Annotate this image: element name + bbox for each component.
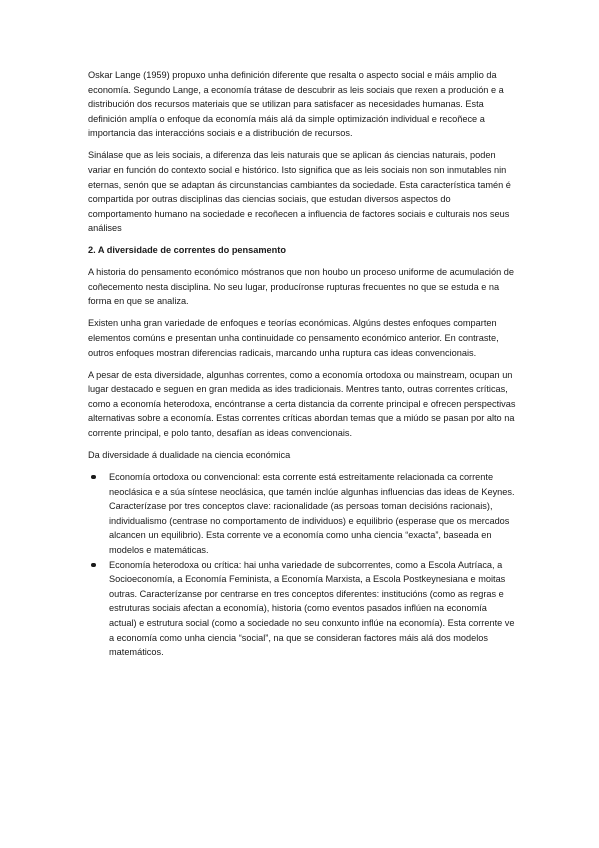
paragraph-diversity-mainstream: A pesar de esta diversidade, algunhas correntes, como a economía ortodoxa ou mainstream, ocupan un lugar destacado e seguen en gran medida as ides tradicionais. Mentres tanto, outras correntes críticas, como a economía heterodoxa, encóntranse a certa distancia da corrente principal e ofrecen perspectivas alternativas sobre a economía. Estas correntes críticas abordan temas que a miúdo se pasan por alto na corrente principal, e polo tanto, desafían as ideas convencionais. [88,369,516,439]
bullet-icon [91,475,96,480]
paragraph-lange-definition: Oskar Lange (1959) propuxo unha definición diferente que resalta o aspecto social e máis amplio da economía. Segundo Lange, a economía trátase de descubrir as leis sociais que rexen a produción e a distribución dos recursos materiais que se utilizan para satisfacer as necesidades humanas. Esta definición amplía o enfoque da economía máis alá da simple optimización individual e recoñece a importancia das interaccións sociais e a distribución de recursos. [88,70,504,139]
paragraph-diversity-duality: Da diversidade á dualidade na ciencia económica [88,450,291,460]
document-page [88,68,516,660]
list-item-text: Economía ortodoxa ou convencional: esta corrente está estreitamente relacionada ca corrente neoclásica e a súa síntese neoclásica, que tamén inclúe algunhas influencias das ideas de Keynes. Caracterízase por tres conceptos clave: racionalidade (as persoas toman decisións racionais), individualismo (centrase no comportamento de individuos) e equilibrio (esperase que os mercados alcancen un equilibrio). Esta corrente ve a economía como unha ciencia “exacta”, baseada en modelos e matemáticas. [109,471,515,555]
paragraph-variety-approaches: Existen unha gran variedade de enfoques e teorías económicas. Algúns destes enfoques comparten elementos comúns e presentan unha continuidade co pensamento económico anterior. En contraste, outros enfoques mostran diferencias radicais, marcando unha ruptura cas ideas convencionais. [88,318,499,358]
list-item [88,558,516,660]
bullet-icon [91,563,96,568]
paragraph-history-thought: A historia do pensamento económico móstranos que non houbo un proceso uniforme de acumulación de coñecemento nesta disciplina. No seu lugar, producíronse rupturas frecuentes no que se estuda e na forma en que se analiza. [88,267,514,307]
list-item-text: Economía heterodoxa ou crítica: hai unha variedade de subcorrentes, como a Escola Autríaca, a Socioeconomía, a Economía Feminista, a Economía Marxista, a Escola Postkeynesiana e moitas outras. Caracterízanse por centrarse en tres conceptos diferentes: institucións (como as regras e estruturas sociais afectan a economía), historia (como eventos pasados inflúen na economía actual) e estrutura social (como a sociedade no seu conxunto inflúe na economía). Esta corrente ve a economía como unha ciencia “social”, na que se consideran factores máis alá dos modelos matemáticos. [109,559,515,658]
bullet-list [88,470,516,660]
list-item [88,470,516,558]
paragraph-social-laws: Sinálase que as leis sociais, a diferenza das leis naturais que se aplican ás ciencias naturais, poden variar en función do contexto social e histórico. Isto significa que as leis sociais non son inmutables nin eternas, senón que se adaptan ás circunstancias cambiantes da sociedade. Esta característica tamén é compartida por outras disciplinas das ciencias sociais, que estudan diversos aspectos do comportamento humano na sociedade e recoñecen a influencia de factores sociais e culturais nos seus análises [88,150,511,234]
section-heading: 2. A diversidade de correntes do pensamento [88,245,286,256]
